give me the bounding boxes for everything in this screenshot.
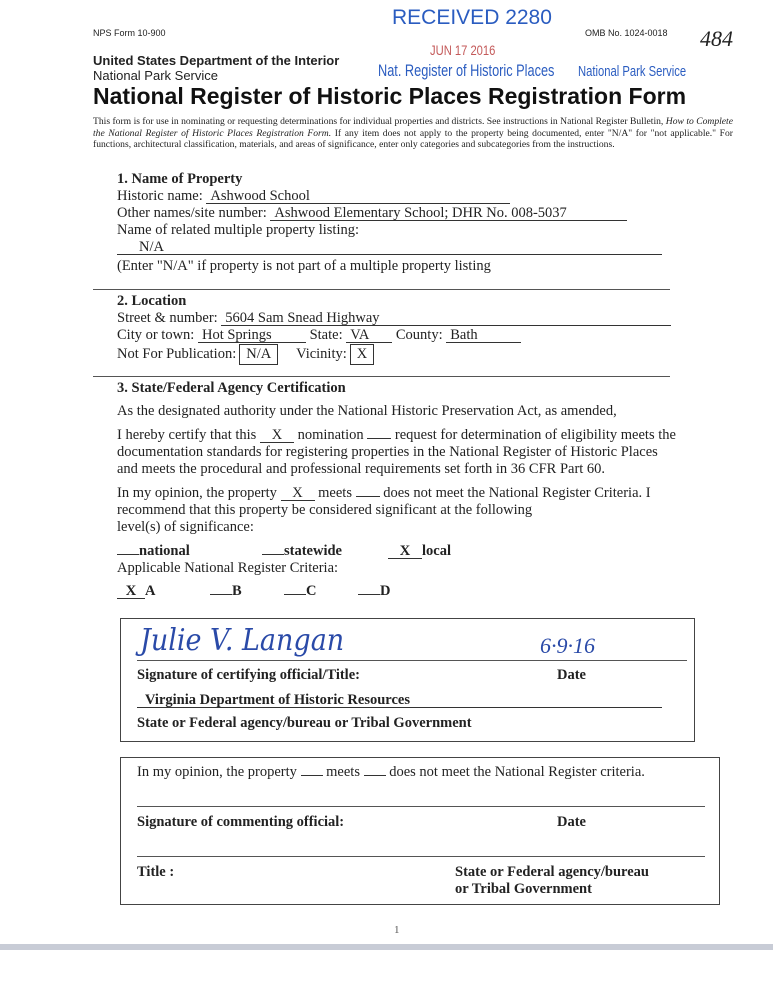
street-row: Street & number: 5604 Sam Snead Highway <box>117 310 671 327</box>
page-edge <box>0 944 773 950</box>
page-number: 1 <box>394 924 400 936</box>
opinion-text: level(s) of significance: <box>117 519 254 535</box>
other-names-row: Other names/site number: Ashwood Elementary School; DHR No. 008-5037 <box>117 205 627 222</box>
city-value: Hot Springs <box>198 328 306 343</box>
handwritten-signature: Julie V. Langan <box>140 623 345 658</box>
opinion-text: In my opinion, the property X meets does not meet the National Register Criteria. I <box>117 485 651 501</box>
stamp-date: JUN 17 2016 <box>430 42 496 58</box>
cert-text: As the designated authority under the National Historic Preservation Act, as amended, <box>117 403 617 419</box>
cert-text: I hereby certify that this X nomination request for determination of eligibility meets the <box>117 427 676 443</box>
criteria-a: X A <box>117 583 155 600</box>
department: United States Department of the Interior <box>93 53 340 68</box>
section-1-heading: 1. Name of Property <box>117 171 243 187</box>
handwritten-number: 484 <box>700 26 733 51</box>
handwritten-date: 6·9·16 <box>540 633 595 658</box>
form-number: NPS Form 10-900 <box>93 28 166 38</box>
nfp-box: N/A <box>239 344 278 365</box>
publication-row: Not For Publication: N/A Vicinity: X <box>117 344 374 365</box>
comment-agency-label: State or Federal agency/bureau <box>455 864 649 880</box>
vicinity-box: X <box>350 344 374 365</box>
signature-line <box>137 806 705 807</box>
state-value: VA <box>346 328 392 343</box>
page-title: National Register of Historic Places Registration Form <box>93 83 687 109</box>
county-value: Bath <box>446 328 521 343</box>
cert-text: documentation standards for registering properties in the National Register of Historic Places <box>117 444 658 460</box>
related-note: (Enter "N/A" if property is not part of a multiple property listing <box>117 258 491 274</box>
historic-name-row: Historic name: Ashwood School <box>117 188 510 205</box>
criteria-d: D <box>358 583 390 600</box>
historic-name-value: Ashwood School <box>206 189 510 204</box>
level-statewide: statewide <box>262 543 342 560</box>
comment-signature-label: Signature of commenting official: <box>137 814 345 830</box>
agency-label: State or Federal agency/bureau or Tribal Government <box>137 715 472 731</box>
signature-line <box>137 660 687 661</box>
cert-text: and meets the procedural and professional requirements set forth in 36 CFR Part 60. <box>117 461 606 477</box>
opinion-text: recommend that this property be considered significant at the following <box>117 502 533 518</box>
level-national: national <box>117 543 190 560</box>
divider <box>93 376 670 377</box>
section-2-heading: 2. Location <box>117 293 187 309</box>
criteria-b: B <box>210 583 242 600</box>
intro-paragraph: This form is for use in nominating or requesting determinations for individual properties and districts. See instructions in National Register Bulletin, How to Complete the National Register of Historic Places Registration Form. If any item does not apply to the property being documented, enter "N/A" for "not applicable." For functions, architectural classification, materials, and areas of significance, enter only categories and subcategories from the instructions. <box>93 116 734 150</box>
agency-value: Virginia Department of Historic Resources <box>137 693 662 708</box>
agency: National Park Service <box>93 68 218 83</box>
comment-agency-label-2: or Tribal Government <box>455 881 592 897</box>
comment-title-label: Title : <box>137 864 175 880</box>
city-row: City or town: Hot Springs State: VA County: Bath <box>117 327 521 344</box>
received-stamp: RECEIVED 2280 <box>392 6 552 29</box>
signature-label: Signature of certifying official/Title: <box>137 667 360 683</box>
criteria-c: C <box>284 583 316 600</box>
comment-opinion: In my opinion, the property meets does not meet the National Register criteria. <box>137 764 645 780</box>
date-label: Date <box>557 667 586 683</box>
divider <box>93 289 670 290</box>
section-3-heading: 3. State/Federal Agency Certification <box>117 380 346 396</box>
criteria-label: Applicable National Register Criteria: <box>117 560 339 576</box>
stamp-line1: Nat. Register of Historic Places <box>378 61 555 80</box>
omb-number: OMB No. 1024-0018 <box>585 28 668 38</box>
comment-date-label: Date <box>557 814 586 830</box>
other-names-value: Ashwood Elementary School; DHR No. 008-5037 <box>270 206 627 221</box>
stamp-line2: National Park Service <box>578 63 687 80</box>
level-local: X local <box>388 543 451 560</box>
title-line <box>137 856 705 857</box>
related-listing-label: Name of related multiple property listing: <box>117 222 360 238</box>
street-value: 5604 Sam Snead Highway <box>221 311 671 326</box>
related-listing-value: N/A <box>117 240 662 255</box>
